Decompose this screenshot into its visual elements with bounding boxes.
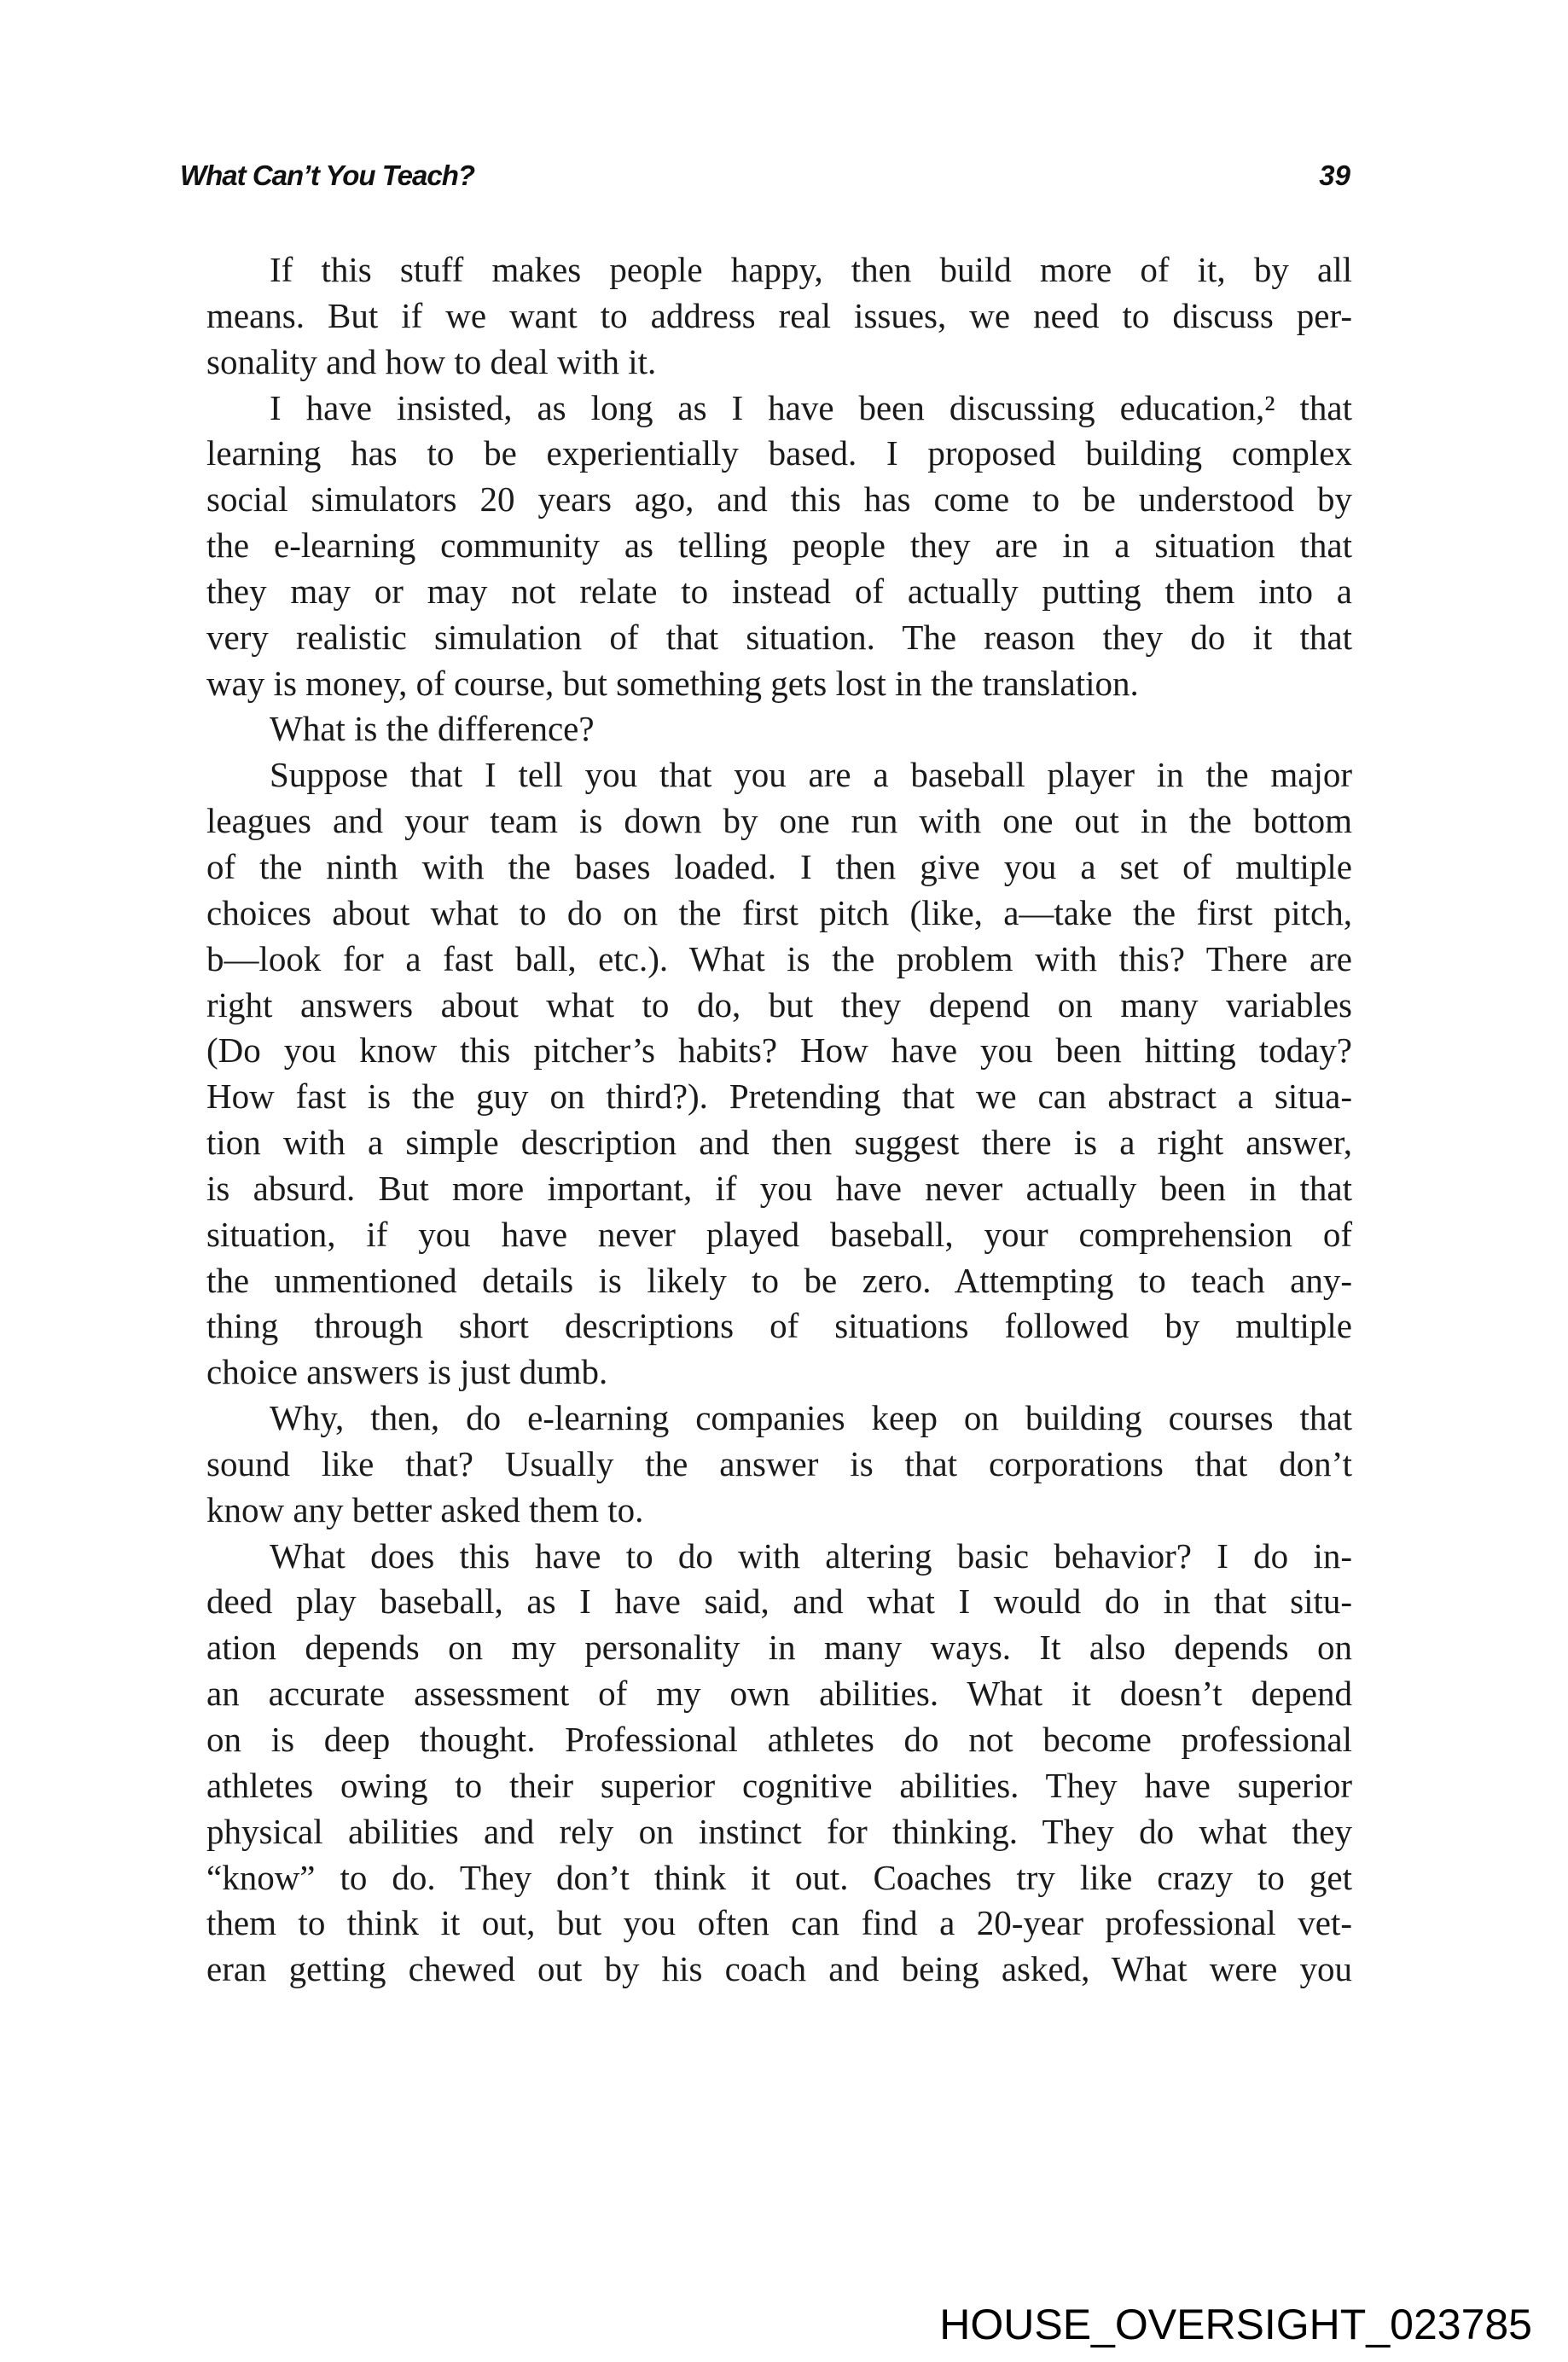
text-line: Suppose that I tell you that you are a baseball player in the major — [270, 755, 1352, 795]
text-line: tion with a simple description and then suggest there is a right answer, — [206, 1123, 1352, 1163]
running-header — [180, 159, 1350, 193]
text-line: means. But if we want to address real issues, we need to discuss per- — [206, 295, 1352, 335]
text-line: the unmentioned details is likely to be zero. Attempting to teach any- — [206, 1260, 1352, 1300]
text-line: sonality and how to deal with it. — [206, 341, 657, 381]
text-line: on is deep thought. Professional athletes do not become professional — [206, 1720, 1352, 1759]
text-line: b—look for a fast ball, etc.). What is the problem with this? There are — [206, 938, 1352, 978]
text-line: “know” to do. They don’t think it out. Coaches try like crazy to get — [206, 1857, 1352, 1897]
text-line: they may or may not relate to instead of actually putting them into a — [206, 571, 1352, 611]
paragraph — [206, 1534, 1352, 1993]
text-line: way is money, of course, but something gets lost in the translation. — [206, 663, 1139, 703]
text-line: of the ninth with the bases loaded. I then give you a set of multiple — [206, 846, 1352, 886]
text-line: physical abilities and rely on instinct for thinking. They do what they — [206, 1811, 1352, 1851]
text-line: What does this have to do with altering basic behavior? I do in- — [270, 1535, 1352, 1576]
paragraph — [206, 1396, 1352, 1534]
text-line: If this stuff makes people happy, then build more of it, by all — [270, 250, 1352, 289]
bates-stamp: HOUSE_OVERSIGHT_023785 — [939, 2301, 1532, 2348]
body-text — [206, 247, 1352, 1993]
text-line: right answers about what to do, but they depend on many variables — [206, 984, 1352, 1024]
text-line: know any better asked them to. — [206, 1489, 644, 1529]
text-line: learning has to be experientially based. I proposed building complex — [206, 433, 1352, 473]
page-number: 39 — [1319, 160, 1350, 191]
text-line: an accurate assessment of my own abilities. What it doesn’t depend — [206, 1674, 1352, 1714]
text-line: Why, then, do e-learning companies keep on building courses that — [270, 1398, 1352, 1438]
paragraph — [206, 752, 1352, 1396]
text-line: the e-learning community as telling people they are in a situation that — [206, 525, 1352, 566]
text-line: social simulators 20 years ago, and this has come to be understood by — [206, 479, 1352, 519]
text-line: choice answers is just dumb. — [206, 1352, 608, 1392]
paragraph — [206, 386, 1352, 707]
text-line: (Do you know this pitcher’s habits? How have you been hitting today? — [206, 1030, 1352, 1071]
paragraph — [206, 247, 1352, 386]
text-line: leagues and your team is down by one run with one out in the bottom — [206, 801, 1352, 841]
chapter-title: What Can’t You Teach? — [180, 160, 475, 191]
text-line: What is the difference? — [270, 709, 595, 749]
paragraph — [206, 706, 1352, 752]
text-line: deed play baseball, as I have said, and what I would do in that situ- — [206, 1581, 1352, 1622]
text-line: eran getting chewed out by his coach and being asked, What were you — [206, 1949, 1352, 1989]
text-line: them to think it out, but you often can find a 20-year professional vet- — [206, 1903, 1352, 1943]
text-line: is absurd. But more important, if you have never actually been in that — [206, 1168, 1352, 1208]
text-line: sound like that? Usually the answer is that corporations that don’t — [206, 1443, 1352, 1483]
text-line: athletes owing to their superior cognitive abilities. They have superior — [206, 1765, 1352, 1805]
text-line: How fast is the guy on third?). Pretending that we can abstract a situa- — [206, 1077, 1352, 1117]
text-line: situation, if you have never played baseball, your comprehension of — [206, 1214, 1352, 1254]
text-line: very realistic simulation of that situation. The reason they do it that — [206, 617, 1352, 657]
text-line: thing through short descriptions of situations followed by multiple — [206, 1306, 1352, 1346]
text-line: I have insisted, as long as I have been discussing education,² that — [270, 387, 1352, 427]
text-line: choices about what to do on the first pitch (like, a—take the first pitch, — [206, 892, 1352, 932]
text-line: ation depends on my personality in many ways. It also depends on — [206, 1628, 1352, 1668]
